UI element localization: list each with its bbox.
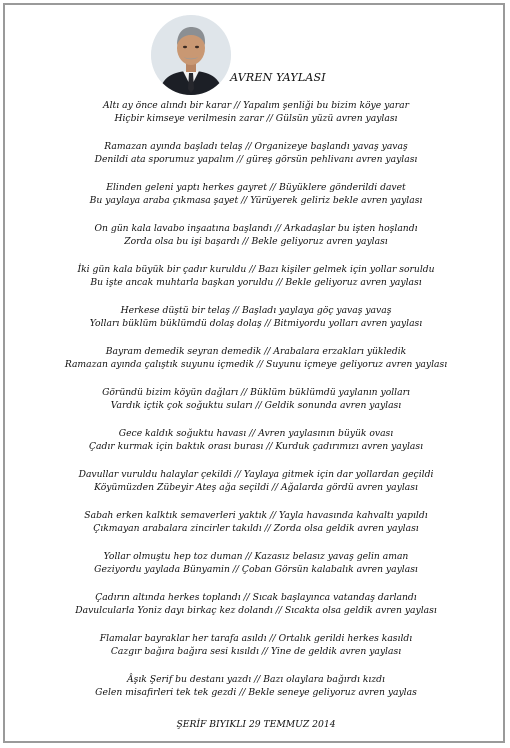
poem-line: Çadırın altında herkes toplandı // Sıcak başlayınca vatandaş darlandı (95, 592, 417, 603)
poem-stanza (5, 428, 507, 453)
poem-line: Gece kaldık soğuktu havası // Avren yaylasının büyük ovası (118, 428, 394, 439)
poem-title: AVREN YAYLASI (230, 71, 326, 84)
poem-line: Denildi ata sporumuz yapalım // güreş görsün pehlivanı avren yaylası (94, 153, 418, 165)
poem-line: Ramazan ayında çalıştık suyunu içmedik // Suyunu içmeye geliyoruz avren yaylası (64, 358, 448, 370)
poem-stanza (5, 100, 507, 125)
poem-line: Cazgır bağıra bağıra sesi kısıldı // Yine de geldik avren yaylası (110, 645, 402, 657)
poem-line: Elinden geleni yaptı herkes gayret // Büyüklere gönderildi davet (106, 182, 406, 193)
poem-line: Köyümüzden Zübeyir Ateş ağa seçildi // Ağalarda gördü avren yaylası (94, 481, 418, 493)
poem-line: Altı ay önce alındı bir karar // Yapalım şenliği bu bizim köye yarar (102, 100, 410, 111)
poem-line: Gelen misafirleri tek tek gezdi // Bekle seneye geliyoruz avren yaylas (95, 686, 417, 698)
poem-line: Çadır kurmak için baktık orası burası // Kurduk çadırımızı avren yaylası (88, 440, 424, 452)
poem-line: Ramazan ayında başladı telaş // Organizeye başlandı yavaş yavaş (104, 141, 408, 152)
page-frame (3, 3, 505, 743)
poem-stanza (5, 182, 507, 207)
poem-line: Sabah erken kalktık semaverleri yaktık // Yayla havasında kahvaltı yapıldı (84, 510, 428, 521)
poem-line: Çıkmayan arabalara zincirler takıldı // Zorda olsa geldik avren yaylası (93, 522, 419, 534)
poem-line: Geziyordu yaylada Bünyamin // Çoban Görsün kalabalık avren yaylası (94, 563, 418, 575)
poem-stanza (5, 469, 507, 494)
poem-stanza (5, 592, 507, 617)
poem-stanza (5, 223, 507, 248)
poem-line: Bu yaylaya araba çıkmasa şayet // Yürüyerek geliriz bekle avren yaylası (89, 194, 423, 206)
poem-line: On gün kala lavabo inşaatına başlandı // Arkadaşlar bu işten hoşlandı (94, 223, 418, 234)
poem-stanza (5, 551, 507, 576)
poem-line: Flamalar bayraklar her tarafa asıldı // Ortalık gerildi herkes kasıldı (99, 633, 413, 644)
poem-line: Herkese düştü bir telaş // Başladı yaylaya göç yavaş yavaş (120, 305, 392, 316)
poem-stanza (5, 387, 507, 412)
poem-line: Âşık Şerif bu destanı yazdı // Bazı olaylara bağırdı kızdı (127, 674, 385, 685)
poem-stanza (5, 141, 507, 166)
poem-line: Davullar vuruldu halaylar çekildi // Yaylaya gitmek için dar yollardan geçildi (78, 469, 434, 480)
poem-stanza (5, 674, 507, 699)
poem-stanza (5, 305, 507, 330)
poem-line: Bu işte ancak muhtarla başkan yoruldu // Bekle geliyoruz avren yaylası (90, 276, 422, 288)
poem-line: Göründü bizim köyün dağları // Büklüm büklümdü yaylanın yolları (102, 387, 410, 398)
poem-line: İki gün kala büyük bir çadır kuruldu // Bazı kişiler gelmek için yollar soruldu (77, 264, 435, 275)
poem-line: Bayram demedik seyran demedik // Arabalara erzakları yükledik (105, 346, 407, 357)
poem-line: Yolları büklüm büklümdü dolaş dolaş // Bitmiyordu yolları avren yaylası (89, 317, 423, 329)
poem-line: Zorda olsa bu işi başardı // Bekle geliyoruz avren yaylası (124, 235, 388, 247)
poem-line: Vardık içtik çok soğuktu suları // Geldik sonunda avren yaylası (110, 399, 402, 411)
poem-stanza (5, 633, 507, 658)
poem-stanza (5, 264, 507, 289)
poem-line: Yollar olmuştu hep toz duman // Kazasız belasız yavaş gelin aman (103, 551, 409, 562)
poem-line: Hiçbir kimseye verilmesin zarar // Gülsün yüzü avren yaylası (114, 112, 398, 124)
author-signature: ŞERİF BIYIKLI 29 TEMMUZ 2014 (176, 719, 336, 730)
poem-stanza (5, 510, 507, 535)
poem-stanza (5, 346, 507, 371)
poem-line: Davulcularla Yoniz dayı birkaç kez dolandı // Sıcakta olsa geldik avren yaylası (75, 604, 437, 616)
poem-body (5, 100, 507, 715)
